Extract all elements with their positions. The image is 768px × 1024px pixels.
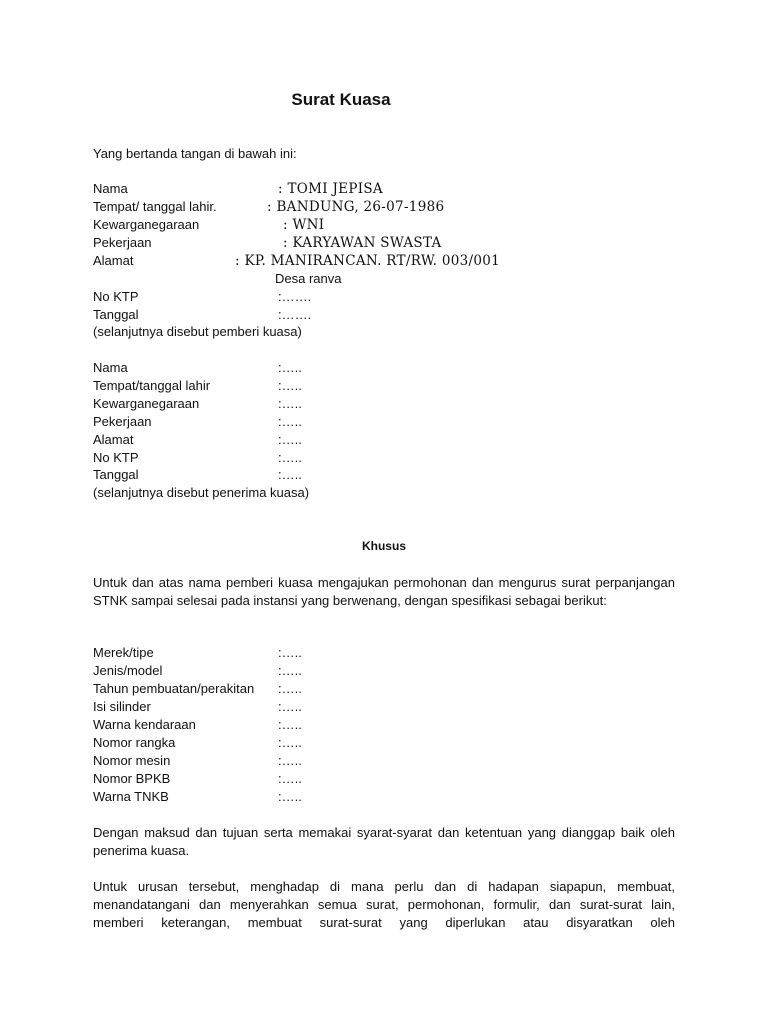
grantee-birth-label: Tempat/tanggal lahir [93,378,211,393]
grantor-note: (selanjutnya disebut pemberi kuasa) [93,324,302,339]
grantee-address-value: :….. [278,432,302,447]
grantor-birth-value: : BANDUNG, 26-07-1986 [267,199,445,215]
section-heading: Khusus [361,539,406,553]
grantor-address-label: Alamat [93,253,134,268]
paragraph-authority: Untuk urusan tersebut, menghadap di mana perlu dan di hadapan siapapun, membuat, menandatangani dan menyerahkan semua surat, permohonan, formulir, dan surat-surat lain, memberi keterangan, membuat surat-surat yang diperlukan atau disyaratkan oleh [93,879,675,930]
vehicle-tnkb-value: :….. [278,789,302,804]
grantee-occupation-label: Pekerjaan [93,414,152,429]
vehicle-brand-value: :….. [278,645,302,660]
paragraph-intent: Dengan maksud dan tujuan serta memakai syarat-syarat dan ketentuan yang dianggap baik oleh penerima kuasa. [93,825,675,858]
grantor-address-line2: Desa ranva [275,271,342,286]
vehicle-frame-value: :….. [278,735,302,750]
grantee-birth-value: :….. [278,378,302,393]
vehicle-tnkb-label: Warna TNKB [93,789,169,804]
grantee-nationality-label: Kewarganegaraan [93,396,200,411]
grantor-date-label: Tanggal [93,307,139,322]
grantee-ktp-label: No KTP [93,450,139,465]
vehicle-engine-value: :….. [278,753,302,768]
grantee-note: (selanjutnya disebut penerima kuasa) [93,485,310,500]
vehicle-brand-label: Merek/tipe [93,645,154,660]
grantor-nationality-value: : WNI [283,217,325,233]
grantor-date-value: :……. [278,307,312,322]
grantee-occupation-value: :….. [278,414,302,429]
vehicle-frame-label: Nomor rangka [93,735,176,750]
vehicle-engine-label: Nomor mesin [93,753,171,768]
grantor-nationality-label: Kewarganegaraan [93,217,200,232]
vehicle-cylinder-value: :….. [278,699,302,714]
grantor-occupation-label: Pekerjaan [93,235,152,250]
grantee-name-value: :….. [278,360,302,375]
grantee-date-label: Tanggal [93,467,139,482]
document-title: Surat Kuasa [291,90,391,109]
grantor-name-value: : TOMI JEPISA [278,181,383,197]
grantor-name-label: Nama [93,181,128,196]
vehicle-year-label: Tahun pembuatan/perakitan [93,681,255,696]
vehicle-bpkb-label: Nomor BPKB [93,771,171,786]
vehicle-color-label: Warna kendaraan [93,717,196,732]
vehicle-bpkb-value: :….. [278,771,302,786]
vehicle-year-value: :….. [278,681,302,696]
grantee-nationality-value: :….. [278,396,302,411]
grantor-occupation-value: : KARYAWAN SWASTA [283,235,442,251]
vehicle-color-value: :….. [278,717,302,732]
paragraph-purpose: Untuk dan atas nama pemberi kuasa mengajukan permohonan dan mengurus surat perpanjangan STNK sampai selesai pada instansi yang berwenang, dengan spesifikasi sebagai berikut: [93,575,675,608]
grantee-name-label: Nama [93,360,128,375]
grantee-date-value: :….. [278,467,302,482]
grantee-ktp-value: :….. [278,450,302,465]
grantee-address-label: Alamat [93,432,134,447]
grantor-ktp-value: :……. [278,289,312,304]
grantor-address-value: : KP. MANIRANCAN. RT/RW. 003/001 [235,253,501,269]
grantor-ktp-label: No KTP [93,289,139,304]
vehicle-model-label: Jenis/model [93,663,163,678]
vehicle-cylinder-label: Isi silinder [93,699,151,714]
grantor-birth-label: Tempat/ tanggal lahir. [93,199,217,214]
vehicle-model-value: :….. [278,663,302,678]
intro-text: Yang bertanda tangan di bawah ini: [93,146,297,161]
